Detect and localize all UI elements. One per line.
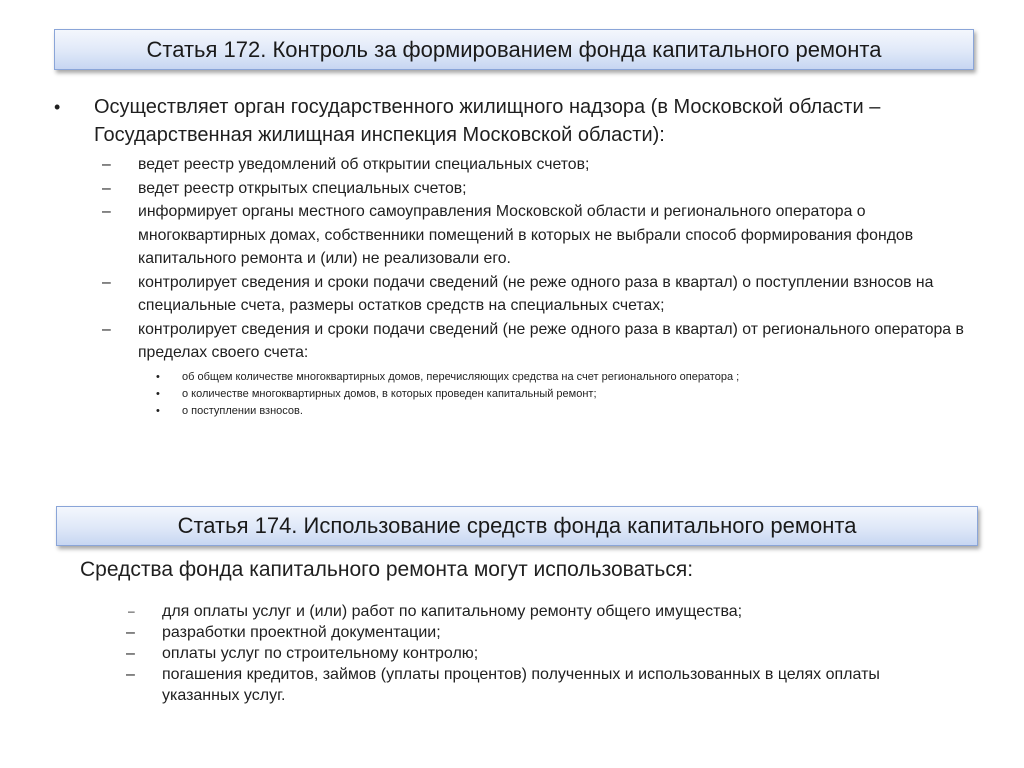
list-item-text: оплаты услуг по строительному контролю;: [162, 645, 479, 662]
list-item: [156, 403, 976, 420]
bullet-icon: •: [156, 371, 160, 383]
dash-icon: –: [126, 624, 135, 641]
bullet-icon: •: [54, 97, 61, 117]
list-item: [102, 153, 982, 177]
dash-icon: –: [102, 273, 111, 291]
list-item-text: ведет реестр уведомлений об открытии специальных счетов;: [138, 156, 590, 173]
section1-dash-list: [102, 153, 982, 365]
dash-icon: –: [102, 203, 111, 220]
list-item: [102, 200, 982, 271]
list-item: [54, 93, 984, 149]
list-item-text: для оплаты услуг и (или) работ по капитальному ремонту общего имущества;: [162, 603, 743, 620]
list-item-text: контролирует сведения и сроки подачи сведений (не реже одного раза в квартал) от регионального оператора в пределах своего счета:: [138, 320, 964, 361]
list-item: [126, 664, 956, 706]
section1-lead-block: [54, 93, 984, 149]
list-item-text: контролирует сведения и сроки подачи сведений (не реже одного раза в квартал) о поступлении взносов на специальные счета, размеры остатков средств на специальных счетах;: [138, 273, 934, 314]
list-item-text: ведет реестр открытых специальных счетов;: [138, 179, 467, 197]
bullet-icon: •: [156, 388, 160, 400]
list-item: [102, 177, 982, 201]
list-item: [102, 318, 982, 365]
dash-icon: –: [126, 645, 135, 662]
list-item: [126, 601, 956, 622]
list-item: [156, 386, 976, 403]
dash-icon: –: [102, 320, 111, 338]
list-item: [156, 369, 976, 386]
list-item: [126, 622, 956, 643]
dash-icon: –: [126, 666, 135, 683]
section2-intro: Средства фонда капитального ремонта могут использоваться:: [80, 558, 694, 581]
lead-text: Осуществляет орган государственного жилищного надзора (в Московской области – Государственная жилищная инспекция Московской области):: [94, 96, 881, 146]
dash-icon: –: [128, 604, 135, 618]
sub-item-text: о количестве многоквартирных домов, в которых проведен капитальный ремонт;: [182, 388, 597, 400]
section1-sub-list: [156, 369, 976, 420]
dash-icon: –: [102, 156, 111, 173]
section1-title: Статья 172. Контроль за формированием фонда капитального ремонта: [54, 29, 974, 70]
sub-item-text: о поступлении взносов.: [182, 405, 303, 417]
list-item: [102, 271, 982, 318]
list-item-text: разработки проектной документации;: [162, 624, 441, 641]
bullet-icon: •: [156, 405, 160, 417]
sub-item-text: об общем количестве многоквартирных домов, перечисляющих средства на счет регионального оператора ;: [182, 371, 740, 383]
list-item: [126, 643, 956, 664]
list-item-text: информирует органы местного самоуправления Московской области и регионального оператора о многоквартирных домах, собственники помещений в которых не выбрали способ формирования фондов капитального ремонта и (или) не реализовали его.: [138, 203, 914, 267]
section2-title: Статья 174. Использование средств фонда капитального ремонта: [56, 506, 978, 546]
list-item-text: погашения кредитов, займов (уплаты процентов) полученных и использованных в целях оплаты указанных услуг.: [162, 666, 880, 704]
dash-icon: –: [102, 179, 111, 197]
section2-dash-list: [126, 601, 956, 706]
